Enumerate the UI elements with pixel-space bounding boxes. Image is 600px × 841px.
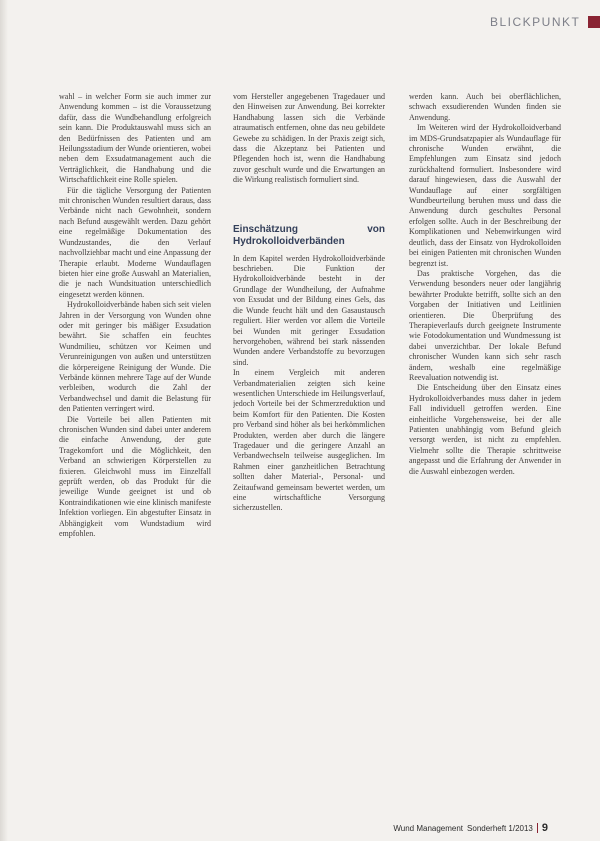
paragraph: In einem Vergleich mit anderen Verbandmaterialien zeigten sich keine wesentlichen Unterschiede im Heilungsverlauf, jedoch Vorteile bei der Schmerzreduktion und beim Komfort für den Patienten. Die Kosten pro Verband sind höher als bei herkömmlichen Produkten, werden aber durch die längere Tragedauer und die geringere Anzahl an Verbandwechseln teilweise ausgeglichen. Im Rahmen einer ganzheitlichen Betrachtung sollten daher Material-, Personal- und Zeitaufwand gemeinsam bewertet werden, um eine wirtschaftliche Versorgung sicherzustellen. <box>233 368 385 513</box>
text-column-3 <box>409 92 561 798</box>
paragraph: wahl – in welcher Form sie auch immer zur Anwendung kommen – ist die Voraussetzung dafür, dass die Wundbehandlung erfolgreich sein kann. Die Produktauswahl muss sich an den Bedürfnissen des Patienten und am Heilungsstadium der Wunde orientieren, wobei neben dem Exsudatmanagement auch die Verträglichkeit, die Handhabung und die Wirtschaftlichkeit eine Rolle spielen. <box>59 92 211 185</box>
scan-shadow <box>0 0 8 841</box>
paragraph: Die Entscheidung über den Einsatz eines Hydrokolloidverbandes muss daher in jedem Fall individuell getroffen werden. Eine einheitliche Vorgehensweise, bei der alle Patienten unabhängig vom Befund gleich versorgt werden, ist nicht zu empfehlen. Vielmehr sollte die Therapie schrittweise angepasst und die Erfahrung der Anwender in die Auswahl einbezogen werden. <box>409 383 561 476</box>
paragraph: Die Vorteile bei allen Patienten mit chronischen Wunden sind dabei unter anderem die einfache Anwendung, der gute Tragekomfort und die Möglichkeit, den Verband an schwierigen Körperstellen zu fixieren. Gleichwohl muss im Einzelfall geprüft werden, ob das Produkt für die jeweilige Wunde geeignet ist und ob Kontraindikationen wie eine klinisch manifeste Infektion vorliegen. Ein abgestufter Einsatz in Abhängigkeit vom Wundstadium wird empfohlen. <box>59 414 211 539</box>
paragraph: In dem Kapitel werden Hydrokolloidverbände beschrieben. Die Funktion der Hydrokolloidverbände besteht in der Grundlage der Wundheilung, der Aufnahme von Exsudat und der Bildung eines Gels, das die Wunde feucht hält und den Gasaustausch reguliert. Hier werden vor allem die Vorteile bei Wunden mit geringer Exsudation hervorgehoben, während bei stark nässenden Wunden andere Verbandstoffe zu bevorzugen sind. <box>233 253 385 367</box>
issue-label: Sonderheft 1/2013 <box>467 823 533 833</box>
footer-separator <box>537 823 538 833</box>
accent-tab <box>588 16 600 28</box>
paragraph: Im Weiteren wird der Hydrokolloidverband im MDS-Grundsatzpapier als Wundauflage für chronische Wunden erwähnt, die Empfehlungen zum Einsatz sind jedoch zurückhaltend formuliert. Insbesondere wird darauf hingewiesen, dass die Auswahl der Wundauflage auf einer sorgfältigen Wundbeurteilung beruhen muss und dass die Anwendung durch geschultes Personal erfolgen sollte. Auch in der Beschreibung der Komplikationen und Nebenwirkungen wird deutlich, dass der Einsatz von Hydrokolloiden bei einigen Patienten mit chronischen Wunden begrenzt ist. <box>409 123 561 268</box>
journal-name: Wund Management <box>393 823 464 833</box>
column-2-intro <box>233 92 385 186</box>
text-column-2 <box>233 92 385 780</box>
paragraph: werden kann. Auch bei oberflächlichen, schwach exsudierenden Wunden finden sie Anwendung. <box>409 92 561 122</box>
paragraph: vom Hersteller angegebenen Tragedauer und den Hinweisen zur Anwendung. Bei korrekter Handhabung lassen sich die Verbände atraumatisch entfernen, ohne das neu gebildete Gewebe zu schädigen. In der Praxis zeigt sich, dass die Akzeptanz bei Patienten und Pflegenden hoch ist, wenn die Handhabung zuvor geschult wurde und die Erwartungen an die Wirkung realistisch formuliert sind. <box>233 92 385 185</box>
page-footer <box>393 822 548 834</box>
section-title: Einschätzung von Hydrokolloidverbänden <box>233 223 385 247</box>
paragraph: Hydrokolloidverbände haben sich seit vielen Jahren in der Versorgung von Wunden ohne oder mit geringer bis mäßiger Exsudation bewährt. Sie schaffen ein feuchtes Wundmilieu, schützen vor Keimen und Verunreinigungen von außen und unterstützen die körpereigene Reinigung der Wunde. Die Verbände können mehrere Tage auf der Wunde verbleiben, wodurch die Zahl der Verbandwechsel und damit die Belastung für den Patienten verringert wird. <box>59 300 211 414</box>
section-header <box>490 10 600 34</box>
section-kicker: BLICKPUNKT <box>490 15 581 29</box>
text-column-1 <box>59 92 211 780</box>
page-number: 9 <box>541 822 548 834</box>
column-2-body <box>233 254 385 514</box>
paragraph: Für die tägliche Versorgung der Patienten mit chronischen Wunden resultiert daraus, dass Verbände nicht nach Gewohnheit, sondern nach Befund ausgewählt werden. Dazu gehört eine regelmäßige Dokumentation des Wundzustandes, die den Verlauf nachvollziehbar macht und eine Anpassung der Therapie erlaubt. Moderne Wundauflagen bieten hier eine große Auswahl an Materialien, die je nach Wundsituation unterschiedlich eingesetzt werden können. <box>59 185 211 299</box>
paragraph: Das praktische Vorgehen, das die Verwendung besonders neuer oder langjährig bewährter Produkte betrifft, sollte sich an den Vorgaben der Initiativen und Leitlinien orientieren. Die Überprüfung des Therapieverlaufs durch geeignete Instrumente wie Fotodokumentation und Wundmessung ist dabei unverzichtbar. Der lokale Befund chronischer Wunden kann sich sehr rasch ändern, weshalb eine regelmäßige Reevaluation notwendig ist. <box>409 268 561 382</box>
